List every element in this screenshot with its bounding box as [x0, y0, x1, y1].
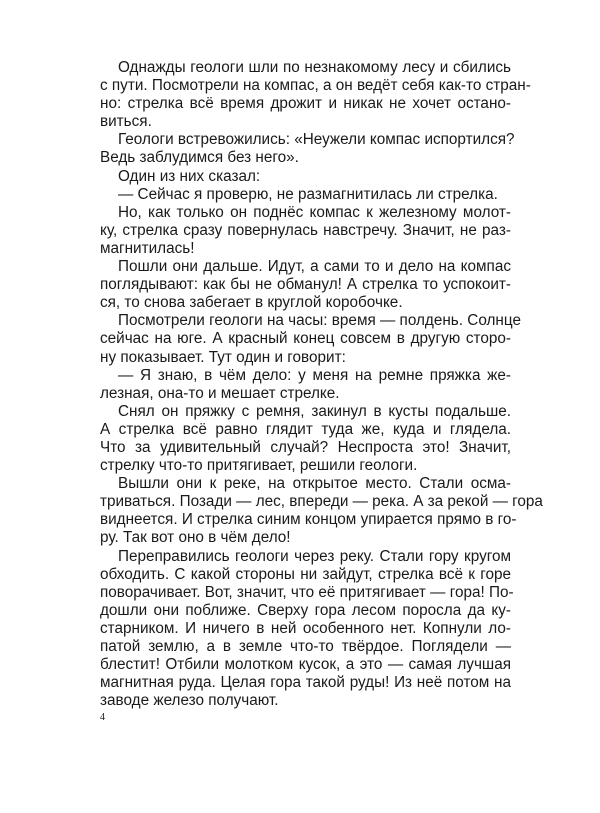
text-line: Что за удивительный случай? Неспроста это! Значит,	[100, 438, 511, 456]
paragraph	[100, 59, 531, 131]
text-line: ру. Так вот оно в чём дело!	[100, 529, 291, 547]
text-line: дошли они поближе. Сверху гора лесом поросла да ку-	[100, 601, 511, 619]
paragraph	[100, 312, 521, 366]
paragraph	[100, 258, 511, 312]
text-line: заводе железо получают.	[100, 692, 279, 710]
text-line: сейчас на юге. А красный конец совсем в другую сторо-	[100, 330, 511, 348]
text-line: поворачивает. Вот, значит, что её притягивает — гора! По-	[100, 583, 514, 601]
text-line: — Сейчас я проверю, не размагнитилась ли стрелка.	[118, 185, 498, 203]
text-line: старником. И ничего в ней особенного нет. Копнули ло-	[100, 619, 511, 637]
text-line: ку, стрелка сразу повернулась навстречу. Значит, не раз-	[100, 221, 511, 239]
paragraph	[100, 547, 514, 711]
text-line: Геологи встревожились: «Неужели компас испортился?	[118, 131, 515, 149]
text-line: лезная, она-то и мешает стрелке.	[100, 384, 340, 402]
text-line: патой землю, а в земле что-то твёрдое. Поглядели —	[100, 638, 511, 655]
paragraph	[100, 131, 515, 167]
text-line: магнитная руда. Целая гора такой руды! Из неё потом на	[100, 674, 511, 692]
text-line: Переправились геологи через реку. Стали гору кругом	[118, 547, 511, 565]
text-line: ну показывает. Тут один и говорит:	[100, 348, 346, 366]
text-line: Пошли они дальше. Идут, а сами то и дело на компас	[118, 258, 511, 276]
paragraph	[100, 403, 511, 475]
page-number: 4	[100, 712, 105, 723]
text-line: Снял он пряжку с ремня, закинул в кусты подальше.	[118, 402, 511, 420]
paragraph	[100, 475, 543, 547]
text-line: ся, то снова забегает в круглой коробочке.	[100, 294, 403, 312]
paragraph	[100, 367, 511, 403]
text-line: виднеется. И стрелка синим концом упирается прямо в го-	[100, 511, 517, 529]
paragraph	[100, 186, 511, 204]
text-line: стрелку что-то притягивает, решили геологи.	[100, 457, 418, 475]
text-line: Однажды геологи шли по незнакомому лесу и сбились	[118, 59, 511, 76]
text-line: магнитилась!	[100, 239, 195, 257]
text-line: с пути. Посмотрели на компас, а он ведёт себя как-то стран-	[100, 77, 531, 95]
text-line: но: стрелка всё время дрожит и никак не хочет остано-	[100, 95, 511, 113]
text-line: — Я знаю, в чём дело: у меня на ремне пряжка же-	[118, 366, 511, 384]
text-line: триваться. Позади — лес, впереди — река. А за рекой — гора	[100, 493, 543, 511]
text-line: виться.	[100, 113, 152, 131]
text-line: поглядывают: как бы не обманул! А стрелка то успокоит-	[100, 276, 511, 294]
paragraph	[100, 168, 511, 186]
text-line: Один из них сказал:	[118, 167, 261, 185]
text-line: Посмотрели геологи на часы: время — полдень. Солнце	[118, 312, 521, 330]
text-line: Вышли они к реке, на открытое место. Стали осма-	[118, 475, 511, 493]
text-line: Но, как только он поднёс компас к железному молот-	[118, 203, 511, 221]
paragraph	[100, 204, 511, 258]
text-line: Ведь заблудимся без него».	[100, 149, 299, 167]
text-line: блестит! Отбили молотком кусок, а это — самая лучшая	[100, 656, 511, 674]
text-line: А стрелка всё равно глядит туда же, куда и глядела.	[100, 420, 511, 438]
text-line: обходить. С какой стороны ни зайдут, стрелка всё к горе	[100, 565, 511, 583]
body-text	[100, 59, 543, 710]
